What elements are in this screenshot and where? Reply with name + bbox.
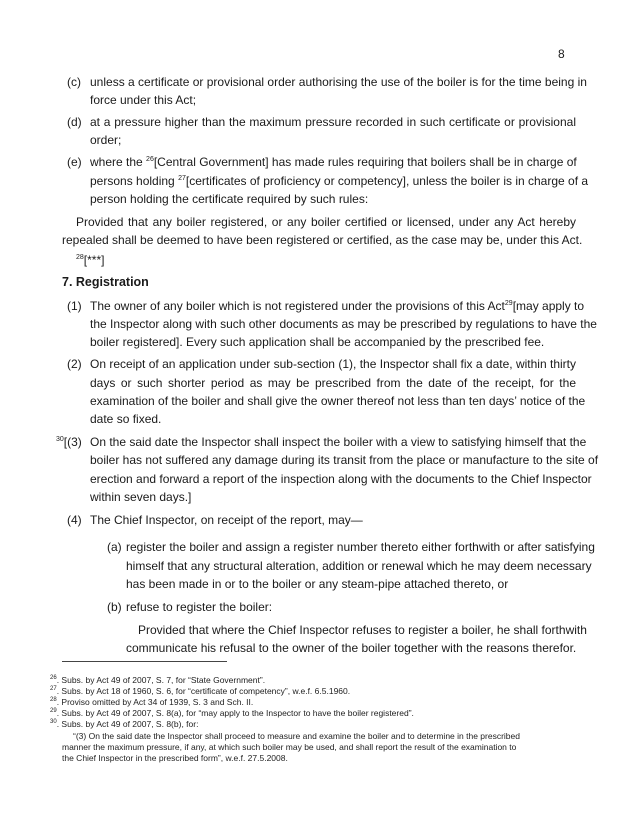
- subsection-text-line: the Inspector along with such other documents as may be prescribed by regulations to have the: [90, 317, 597, 331]
- clause-text-line: has been made in or to the boiler or any steam-pipe attached thereto, or: [126, 577, 509, 591]
- proviso-line: Provided that any boiler registered, or any boiler certified or licensed, under any Act hereby: [76, 215, 576, 229]
- clause-text-line: unless a certificate or provisional order authorising the use of the boiler is for the time being in: [90, 75, 587, 89]
- subsection-text-line: within seven days.]: [90, 490, 192, 504]
- subsection-label: (2): [67, 357, 82, 371]
- clause-text-line: [90, 152, 576, 172]
- footnote-ref: 29: [504, 300, 513, 307]
- proviso-line: repealed shall be deemed to have been registered or certified, as the case may be, under this Act.: [62, 233, 583, 247]
- subsection-text-line: boiler has not suffered any damage during its transit from the place or manufacture to the site of: [90, 453, 599, 467]
- subsection-text-line: On the said date the Inspector shall inspect the boiler with a view to satisfying himself that the: [90, 435, 587, 449]
- footnote-number: 26: [50, 675, 57, 682]
- clause-text-line: himself that any structural alteration, addition or renewal which he may deem necessary: [126, 559, 592, 573]
- clause-text-line: refuse to register the boiler:: [126, 600, 273, 614]
- footnote-ref: 27: [178, 175, 186, 182]
- clause-text: [certificates of proficiency or competency], unless the boiler is in charge of a: [185, 174, 589, 188]
- clause-text: where the $^{26}$: [90, 155, 154, 169]
- clause-text-line: register the boiler and assign a register number thereto either forthwith or after satisfying: [126, 540, 595, 554]
- footnote: $^{26}$. Subs. by Act 49 of 2007, S. 7, for “State Government”.: [50, 675, 266, 685]
- proviso-line: communicate his refusal to the owner of the boiler together with the reasons therefor.: [126, 641, 577, 655]
- subsection-text-line: [90, 296, 585, 316]
- footnote-ref: 28: [76, 254, 84, 261]
- omitted-proviso: $^{28}$[***]: [76, 253, 105, 267]
- subsection-text-line: On receipt of an application under sub-section (1), the Inspector shall fix a date, within thirty: [90, 357, 576, 371]
- clause-text-line: order;: [90, 133, 122, 147]
- footnote-divider: [62, 661, 227, 662]
- clause-text-line: force under this Act;: [90, 93, 197, 107]
- clause-label: (a): [107, 540, 122, 554]
- footnote: $^{27}$. Subs. by Act 18 of 1960, S. 6, for “certificate of competency”, w.e.f. 6.5.1960.: [50, 686, 351, 696]
- clause-label: (e): [67, 155, 82, 169]
- subsection-text-line: erection and forward a report of the inspection along with the documents to the Chief Inspector: [90, 472, 592, 486]
- footnote-quote-line: “(3) On the said date the Inspector shall proceed to measure and examine the boiler and to determine in the prescribed: [73, 731, 520, 741]
- footnote-ref: 30: [56, 436, 64, 443]
- subsection-text-line: examination of the boiler and shall give the owner thereof not less than ten days’ notice of the: [90, 394, 586, 408]
- subsection-text: The owner of any boiler which is not registered under the provisions of this Act: [90, 299, 505, 313]
- subsection-label: $^{30}$[(3): [56, 435, 82, 449]
- page-number: 8: [558, 47, 565, 61]
- footnote-number: 29: [50, 708, 57, 715]
- subsection-text-line: boiler registered]. Every such application shall be accompanied by the prescribed fee.: [90, 335, 545, 349]
- section-heading: 7. Registration: [62, 275, 149, 289]
- clause-text: [Central Government] has made rules requiring that boilers shall be in charge of: [153, 155, 577, 169]
- subsection-text: $^{29}$[may apply to: [504, 299, 585, 313]
- subsection-text-line: The Chief Inspector, on receipt of the report, may—: [90, 513, 363, 527]
- subsection-text-line: date so fixed.: [90, 412, 162, 426]
- footnote-ref: 26: [146, 156, 154, 163]
- subsection-label: (1): [67, 299, 82, 313]
- clause-label: (d): [67, 115, 82, 129]
- proviso-line: Provided that where the Chief Inspector refuses to register a boiler, he shall forthwith: [138, 623, 587, 637]
- footnote-number: 27: [50, 686, 57, 693]
- clause-label: (b): [107, 600, 122, 614]
- footnote-number: 30: [50, 719, 57, 726]
- clause-label: (c): [67, 75, 81, 89]
- subsection-label: (4): [67, 513, 82, 527]
- footnote: $^{30}$. Subs. by Act 49 of 2007, S. 8(b), for:: [50, 719, 199, 729]
- clause-text: persons holding $^{27}$: [90, 174, 186, 188]
- footnote: $^{28}$. Proviso omitted by Act 34 of 1939, S. 3 and Sch. II.: [50, 697, 254, 707]
- clause-text-line: [90, 171, 589, 191]
- clause-text-line: person holding the certificate required by such rules:: [90, 192, 369, 206]
- footnote-quote-line: manner the maximum pressure, if any, at which such boiler may be used, and shall report the result of the examination to: [62, 742, 517, 752]
- footnote: $^{29}$. Subs. by Act 49 of 2007, S. 8(a), for “may apply to the Inspector to have the boiler registered”.: [50, 708, 414, 718]
- footnote-number: 28: [50, 697, 57, 704]
- subsection-text-line: days or such shorter period as may be prescribed from the date of the receipt, for the: [90, 376, 576, 390]
- footnote-quote-line: the Chief Inspector in the prescribed form”, w.e.f. 27.5.2008.: [62, 753, 288, 763]
- clause-text-line: at a pressure higher than the maximum pressure recorded in such certificate or provisional: [90, 115, 576, 129]
